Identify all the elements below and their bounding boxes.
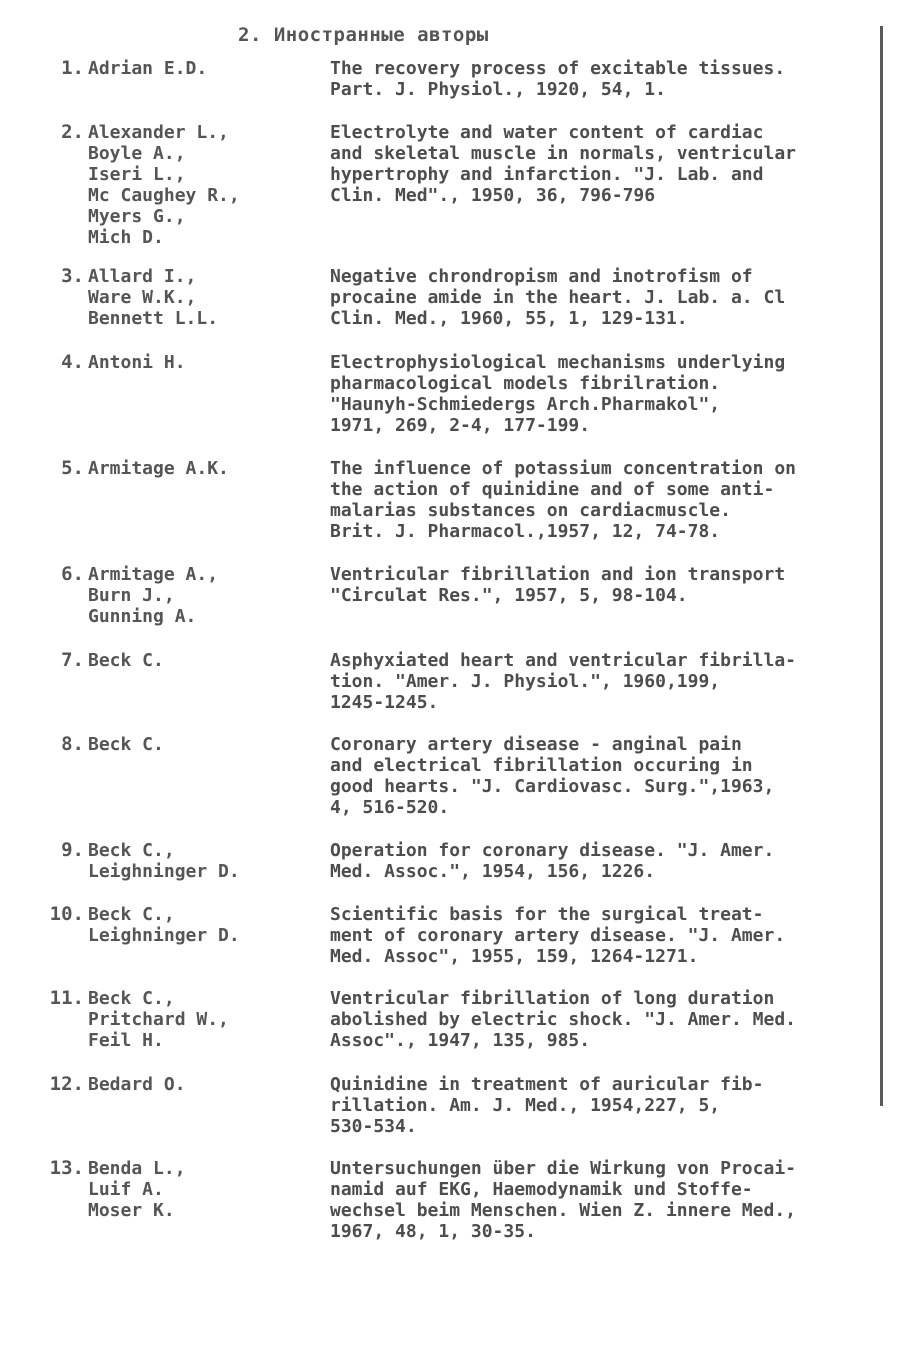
entry-reference <box>330 904 886 967</box>
entry-authors <box>88 122 323 248</box>
entry-authors <box>88 352 323 373</box>
entry-reference <box>330 564 886 606</box>
reference-line: Clin. Med., 1960, 55, 1, 129-131. <box>330 308 688 329</box>
entry-reference <box>330 988 886 1051</box>
reference-line: Clin. Med"., 1950, 36, 796-796 <box>330 185 656 206</box>
entry-number: 4. <box>61 351 84 373</box>
reference-line: Operation for coronary disease. "J. Amer. <box>330 840 775 861</box>
reference-line: "Haunyh-Schmiedergs Arch.Pharmakol", <box>330 394 721 415</box>
reference-line: Coronary artery disease - anginal pain <box>330 734 742 755</box>
reference-line: tion. "Amer. J. Physiol.", 1960,199, <box>330 671 721 692</box>
author-name: Beck C., <box>88 988 175 1009</box>
entry-authors <box>88 564 323 627</box>
author-name: Leighninger D. <box>88 861 240 882</box>
author-name: Gunning A. <box>88 606 197 627</box>
entry-number: 8. <box>61 733 84 755</box>
reference-line: 530-534. <box>330 1116 417 1137</box>
reference-line: and skeletal muscle in normals, ventricular <box>330 143 796 164</box>
author-name: Bedard O. <box>88 1074 186 1095</box>
author-name: Beck C., <box>88 840 175 861</box>
entry-number: 6. <box>61 563 84 585</box>
entry-number: 7. <box>61 649 84 671</box>
reference-line: "Circulat Res.", 1957, 5, 98-104. <box>330 585 688 606</box>
reference-line: rillation. Am. J. Med., 1954,227, 5, <box>330 1095 721 1116</box>
entry-authors <box>88 650 323 671</box>
author-name: Armitage A., <box>88 564 219 585</box>
entry-reference <box>330 458 886 542</box>
entry-number: 1. <box>61 57 84 79</box>
entry-number: 2. <box>61 121 84 143</box>
author-name: Iseri L., <box>88 164 186 185</box>
entry-reference <box>330 352 886 436</box>
reference-line: malarias substances on cardiacmuscle. <box>330 500 731 521</box>
author-name: Leighninger D. <box>88 925 240 946</box>
author-name: Mich D. <box>88 227 164 248</box>
entry-authors <box>88 840 323 882</box>
author-name: Beck C., <box>88 904 175 925</box>
entry-number: 13. <box>49 1157 84 1179</box>
author-name: Boyle A., <box>88 143 186 164</box>
reference-line: 1971, 269, 2-4, 177-199. <box>330 415 591 436</box>
author-name: Luif A. <box>88 1179 164 1200</box>
author-name: Beck C. <box>88 734 164 755</box>
reference-line: good hearts. "J. Cardiovasc. Surg.",1963, <box>330 776 775 797</box>
reference-line: pharmacological models fibrilration. <box>330 373 721 394</box>
reference-line: Electrolyte and water content of cardiac <box>330 122 764 143</box>
reference-line: 4, 516-520. <box>330 797 450 818</box>
author-name: Moser K. <box>88 1200 175 1221</box>
author-name: Feil H. <box>88 1030 164 1051</box>
author-name: Armitage A.K. <box>88 458 229 479</box>
reference-line: Med. Assoc", 1955, 159, 1264-1271. <box>330 946 699 967</box>
reference-line: ment of coronary artery disease. "J. Amer. <box>330 925 786 946</box>
author-name: Allard I., <box>88 266 197 287</box>
author-name: Pritchard W., <box>88 1009 229 1030</box>
reference-line: The recovery process of excitable tissues. <box>330 58 786 79</box>
entry-number: 10. <box>49 903 84 925</box>
reference-line: Brit. J. Pharmacol.,1957, 12, 74-78. <box>330 521 721 542</box>
author-name: Burn J., <box>88 585 175 606</box>
entry-authors <box>88 58 323 79</box>
entry-authors <box>88 266 323 329</box>
reference-line: wechsel beim Menschen. Wien Z. innere Med., <box>330 1200 796 1221</box>
reference-line: and electrical fibrillation occuring in <box>330 755 753 776</box>
reference-line: Negative chrondropism and inotrofism of <box>330 266 753 287</box>
entry-reference <box>330 840 886 882</box>
author-name: Beck C. <box>88 650 164 671</box>
reference-line: Assoc"., 1947, 135, 985. <box>330 1030 591 1051</box>
entry-number: 5. <box>61 457 84 479</box>
author-name: Adrian E.D. <box>88 58 208 79</box>
reference-line: Untersuchungen über die Wirkung von Procai- <box>330 1158 796 1179</box>
author-name: Ware W.K., <box>88 287 197 308</box>
entry-number: 9. <box>61 839 84 861</box>
entry-authors <box>88 1158 323 1221</box>
reference-line: 1967, 48, 1, 30-35. <box>330 1221 536 1242</box>
reference-line: Ventricular fibrillation and ion transport <box>330 564 786 585</box>
entry-reference <box>330 58 886 100</box>
entry-authors <box>88 1074 323 1095</box>
section-heading: 2. Иностранные авторы <box>238 24 489 46</box>
entry-reference <box>330 1074 886 1137</box>
reference-line: The influence of potassium concentration on <box>330 458 796 479</box>
reference-line: Asphyxiated heart and ventricular fibrilla- <box>330 650 796 671</box>
entry-authors <box>88 734 323 755</box>
author-name: Mc Caughey R., <box>88 185 240 206</box>
entry-reference <box>330 1158 886 1242</box>
entry-reference <box>330 650 886 713</box>
reference-line: the action of quinidine and of some anti- <box>330 479 775 500</box>
entry-number: 3. <box>61 265 84 287</box>
entry-reference <box>330 122 886 206</box>
reference-line: Med. Assoc.", 1954, 156, 1226. <box>330 861 656 882</box>
reference-line: Scientific basis for the surgical treat- <box>330 904 764 925</box>
author-name: Alexander L., <box>88 122 229 143</box>
reference-line: Part. J. Physiol., 1920, 54, 1. <box>330 79 666 100</box>
entry-reference <box>330 266 886 329</box>
entry-authors <box>88 904 323 946</box>
entry-authors <box>88 458 323 479</box>
reference-line: Electrophysiological mechanisms underlying <box>330 352 786 373</box>
reference-line: hypertrophy and infarction. "J. Lab. and <box>330 164 764 185</box>
entry-number: 11. <box>49 987 84 1009</box>
reference-line: Quinidine in treatment of auricular fib- <box>330 1074 764 1095</box>
author-name: Antoni H. <box>88 352 186 373</box>
reference-line: abolished by electric shock. "J. Amer. Med. <box>330 1009 796 1030</box>
author-name: Myers G., <box>88 206 186 227</box>
author-name: Bennett L.L. <box>88 308 219 329</box>
entry-authors <box>88 988 323 1051</box>
reference-line: procaine amide in the heart. J. Lab. a. Cl <box>330 287 786 308</box>
entry-number: 12. <box>49 1073 84 1095</box>
entry-reference <box>330 734 886 818</box>
reference-line: namid auf EKG, Haemodynamik und Stoffe- <box>330 1179 753 1200</box>
reference-line: 1245-1245. <box>330 692 439 713</box>
author-name: Benda L., <box>88 1158 186 1179</box>
reference-line: Ventricular fibrillation of long duration <box>330 988 775 1009</box>
